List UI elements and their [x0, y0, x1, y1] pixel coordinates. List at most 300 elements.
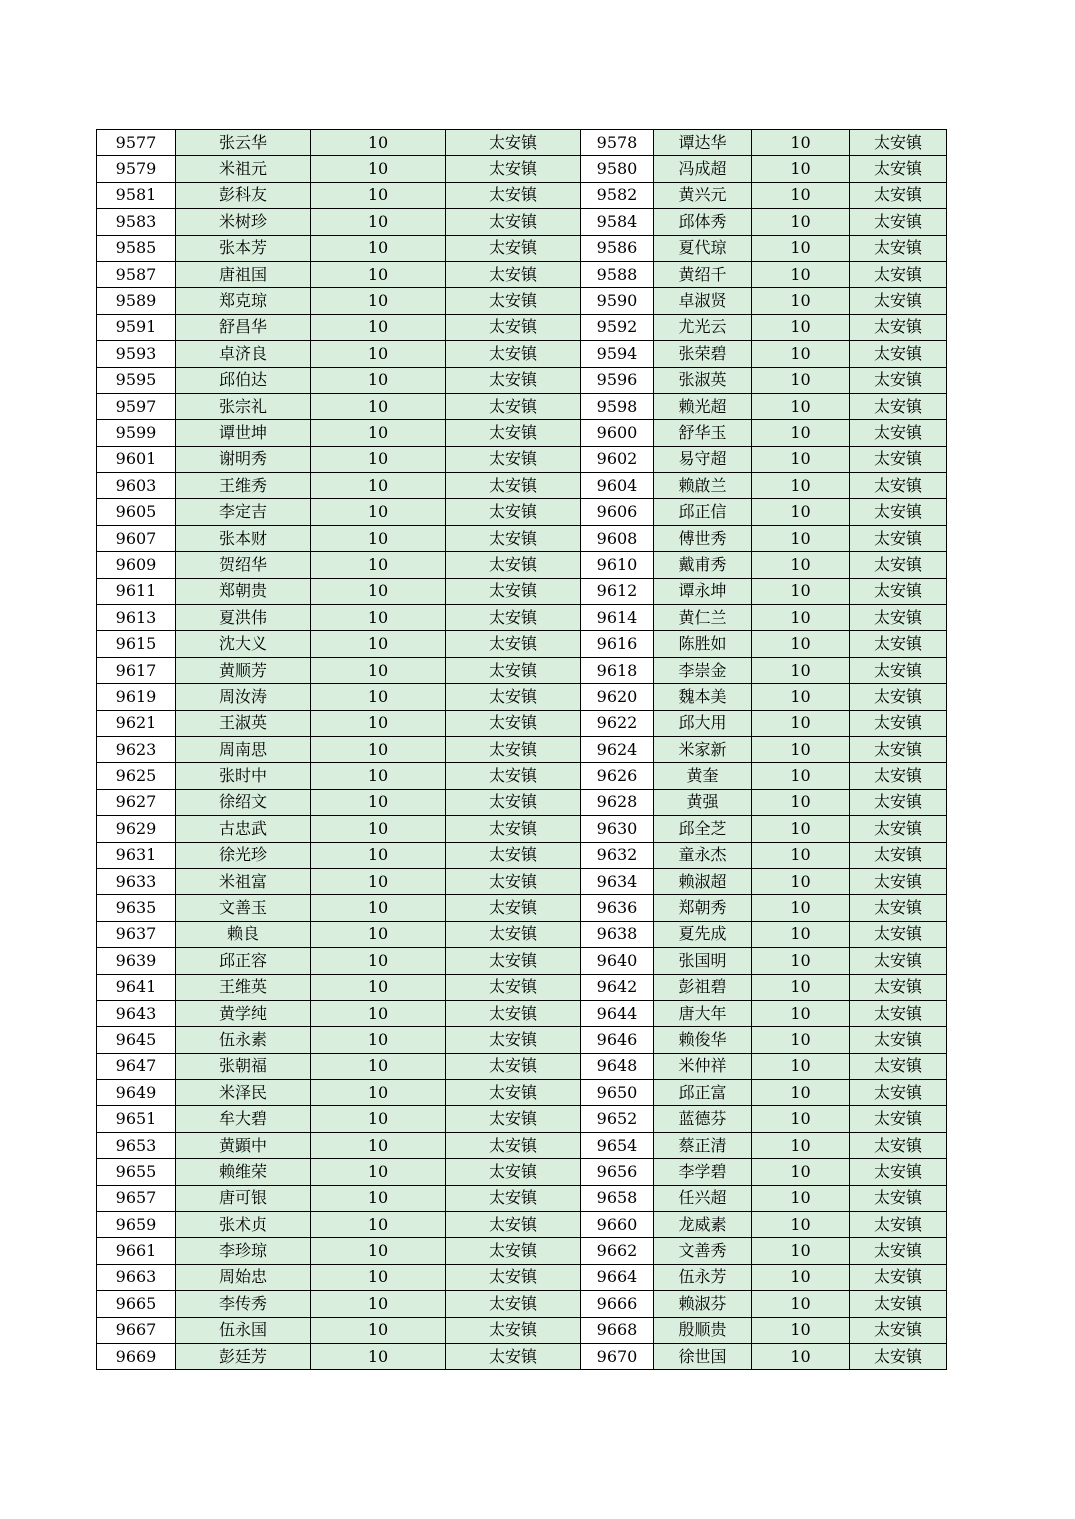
left-person-name-cell: 米祖富 — [176, 868, 311, 894]
left-amount-cell: 10 — [311, 657, 446, 683]
right-town-name-cell: 太安镇 — [850, 552, 947, 578]
right-person-name-cell: 卓淑贤 — [654, 288, 752, 314]
right-person-name-cell: 邱全芝 — [654, 816, 752, 842]
right-record-number-cell: 9620 — [581, 684, 654, 710]
left-record-number-cell: 9657 — [97, 1185, 176, 1211]
left-amount-cell: 10 — [311, 261, 446, 287]
left-town-name-cell: 太安镇 — [446, 1291, 581, 1317]
left-record-number-cell: 9595 — [97, 367, 176, 393]
right-amount-cell: 10 — [752, 130, 850, 156]
left-town-name-cell: 太安镇 — [446, 288, 581, 314]
table-row — [97, 1000, 947, 1026]
left-amount-cell: 10 — [311, 1238, 446, 1264]
right-amount-cell: 10 — [752, 288, 850, 314]
right-town-name-cell: 太安镇 — [850, 763, 947, 789]
right-town-name-cell: 太安镇 — [850, 842, 947, 868]
table-row — [97, 1291, 947, 1317]
right-record-number-cell: 9634 — [581, 868, 654, 894]
right-town-name-cell: 太安镇 — [850, 948, 947, 974]
right-record-number-cell: 9644 — [581, 1000, 654, 1026]
left-person-name-cell: 牟大碧 — [176, 1106, 311, 1132]
right-person-name-cell: 蔡正清 — [654, 1132, 752, 1158]
right-record-number-cell: 9580 — [581, 156, 654, 182]
left-person-name-cell: 黄学纯 — [176, 1000, 311, 1026]
right-record-number-cell: 9660 — [581, 1212, 654, 1238]
left-town-name-cell: 太安镇 — [446, 235, 581, 261]
right-person-name-cell: 彭祖碧 — [654, 974, 752, 1000]
table-row — [97, 1027, 947, 1053]
right-town-name-cell: 太安镇 — [850, 420, 947, 446]
left-amount-cell: 10 — [311, 446, 446, 472]
right-person-name-cell: 易守超 — [654, 446, 752, 472]
right-person-name-cell: 伍永芳 — [654, 1264, 752, 1290]
right-amount-cell: 10 — [752, 367, 850, 393]
left-person-name-cell: 黄顕中 — [176, 1132, 311, 1158]
left-person-name-cell: 古忠武 — [176, 816, 311, 842]
right-town-name-cell: 太安镇 — [850, 130, 947, 156]
right-town-name-cell: 太安镇 — [850, 261, 947, 287]
table-row — [97, 631, 947, 657]
left-record-number-cell: 9653 — [97, 1132, 176, 1158]
left-amount-cell: 10 — [311, 1317, 446, 1343]
table-row — [97, 261, 947, 287]
right-record-number-cell: 9656 — [581, 1159, 654, 1185]
right-amount-cell: 10 — [752, 1053, 850, 1079]
right-person-name-cell: 任兴超 — [654, 1185, 752, 1211]
right-record-number-cell: 9632 — [581, 842, 654, 868]
right-record-number-cell: 9646 — [581, 1027, 654, 1053]
left-amount-cell: 10 — [311, 209, 446, 235]
left-town-name-cell: 太安镇 — [446, 209, 581, 235]
right-amount-cell: 10 — [752, 1185, 850, 1211]
table-row — [97, 130, 947, 156]
right-town-name-cell: 太安镇 — [850, 1212, 947, 1238]
table-row — [97, 420, 947, 446]
right-amount-cell: 10 — [752, 1027, 850, 1053]
right-person-name-cell: 米家新 — [654, 736, 752, 762]
right-amount-cell: 10 — [752, 789, 850, 815]
left-record-number-cell: 9635 — [97, 895, 176, 921]
left-amount-cell: 10 — [311, 1027, 446, 1053]
left-town-name-cell: 太安镇 — [446, 525, 581, 551]
right-amount-cell: 10 — [752, 974, 850, 1000]
right-record-number-cell: 9640 — [581, 948, 654, 974]
right-record-number-cell: 9618 — [581, 657, 654, 683]
table-row — [97, 1053, 947, 1079]
left-record-number-cell: 9607 — [97, 525, 176, 551]
left-amount-cell: 10 — [311, 1053, 446, 1079]
left-record-number-cell: 9587 — [97, 261, 176, 287]
right-town-name-cell: 太安镇 — [850, 156, 947, 182]
right-person-name-cell: 赖淑芬 — [654, 1291, 752, 1317]
left-record-number-cell: 9605 — [97, 499, 176, 525]
left-person-name-cell: 沈大义 — [176, 631, 311, 657]
right-amount-cell: 10 — [752, 1212, 850, 1238]
left-town-name-cell: 太安镇 — [446, 578, 581, 604]
right-amount-cell: 10 — [752, 948, 850, 974]
table-row — [97, 868, 947, 894]
table-row — [97, 816, 947, 842]
table-row — [97, 789, 947, 815]
right-person-name-cell: 殷顺贵 — [654, 1317, 752, 1343]
left-amount-cell: 10 — [311, 1291, 446, 1317]
right-person-name-cell: 张淑英 — [654, 367, 752, 393]
left-record-number-cell: 9631 — [97, 842, 176, 868]
left-town-name-cell: 太安镇 — [446, 1264, 581, 1290]
left-person-name-cell: 文善玉 — [176, 895, 311, 921]
right-person-name-cell: 黄兴元 — [654, 182, 752, 208]
right-record-number-cell: 9616 — [581, 631, 654, 657]
left-person-name-cell: 舒昌华 — [176, 314, 311, 340]
right-person-name-cell: 文善秀 — [654, 1238, 752, 1264]
right-town-name-cell: 太安镇 — [850, 578, 947, 604]
left-record-number-cell: 9637 — [97, 921, 176, 947]
right-amount-cell: 10 — [752, 1291, 850, 1317]
right-record-number-cell: 9668 — [581, 1317, 654, 1343]
left-amount-cell: 10 — [311, 235, 446, 261]
left-person-name-cell: 张术贞 — [176, 1212, 311, 1238]
table-row — [97, 605, 947, 631]
left-record-number-cell: 9651 — [97, 1106, 176, 1132]
right-person-name-cell: 尤光云 — [654, 314, 752, 340]
left-amount-cell: 10 — [311, 288, 446, 314]
left-record-number-cell: 9619 — [97, 684, 176, 710]
right-person-name-cell: 邱正富 — [654, 1080, 752, 1106]
right-amount-cell: 10 — [752, 578, 850, 604]
right-amount-cell: 10 — [752, 921, 850, 947]
left-record-number-cell: 9599 — [97, 420, 176, 446]
right-amount-cell: 10 — [752, 341, 850, 367]
left-person-name-cell: 徐绍文 — [176, 789, 311, 815]
table-row — [97, 1317, 947, 1343]
right-person-name-cell: 赖啟兰 — [654, 473, 752, 499]
left-record-number-cell: 9609 — [97, 552, 176, 578]
right-person-name-cell: 邱大用 — [654, 710, 752, 736]
left-amount-cell: 10 — [311, 367, 446, 393]
right-amount-cell: 10 — [752, 763, 850, 789]
left-town-name-cell: 太安镇 — [446, 1000, 581, 1026]
right-record-number-cell: 9628 — [581, 789, 654, 815]
table-row — [97, 948, 947, 974]
left-town-name-cell: 太安镇 — [446, 499, 581, 525]
left-amount-cell: 10 — [311, 816, 446, 842]
left-person-name-cell: 米祖元 — [176, 156, 311, 182]
right-town-name-cell: 太安镇 — [850, 288, 947, 314]
left-person-name-cell: 伍永素 — [176, 1027, 311, 1053]
left-record-number-cell: 9593 — [97, 341, 176, 367]
table-row — [97, 1132, 947, 1158]
left-town-name-cell: 太安镇 — [446, 605, 581, 631]
left-record-number-cell: 9649 — [97, 1080, 176, 1106]
left-person-name-cell: 张时中 — [176, 763, 311, 789]
right-town-name-cell: 太安镇 — [850, 631, 947, 657]
right-record-number-cell: 9642 — [581, 974, 654, 1000]
left-town-name-cell: 太安镇 — [446, 816, 581, 842]
right-amount-cell: 10 — [752, 1106, 850, 1132]
table-row — [97, 578, 947, 604]
left-record-number-cell: 9661 — [97, 1238, 176, 1264]
right-amount-cell: 10 — [752, 1317, 850, 1343]
roster-table — [96, 129, 947, 1370]
left-record-number-cell: 9667 — [97, 1317, 176, 1343]
right-record-number-cell: 9586 — [581, 235, 654, 261]
left-town-name-cell: 太安镇 — [446, 130, 581, 156]
right-record-number-cell: 9604 — [581, 473, 654, 499]
right-amount-cell: 10 — [752, 631, 850, 657]
right-town-name-cell: 太安镇 — [850, 789, 947, 815]
left-person-name-cell: 张本芳 — [176, 235, 311, 261]
left-person-name-cell: 徐光珍 — [176, 842, 311, 868]
right-person-name-cell: 郑朝秀 — [654, 895, 752, 921]
left-amount-cell: 10 — [311, 1000, 446, 1026]
right-town-name-cell: 太安镇 — [850, 1053, 947, 1079]
left-record-number-cell: 9579 — [97, 156, 176, 182]
left-amount-cell: 10 — [311, 393, 446, 419]
right-record-number-cell: 9606 — [581, 499, 654, 525]
left-amount-cell: 10 — [311, 710, 446, 736]
left-record-number-cell: 9591 — [97, 314, 176, 340]
left-amount-cell: 10 — [311, 1106, 446, 1132]
table-row — [97, 446, 947, 472]
right-amount-cell: 10 — [752, 1343, 850, 1369]
left-amount-cell: 10 — [311, 631, 446, 657]
left-person-name-cell: 张宗礼 — [176, 393, 311, 419]
right-town-name-cell: 太安镇 — [850, 393, 947, 419]
left-amount-cell: 10 — [311, 1264, 446, 1290]
left-person-name-cell: 彭科友 — [176, 182, 311, 208]
left-amount-cell: 10 — [311, 868, 446, 894]
left-amount-cell: 10 — [311, 605, 446, 631]
right-record-number-cell: 9578 — [581, 130, 654, 156]
left-person-name-cell: 邱正容 — [176, 948, 311, 974]
right-town-name-cell: 太安镇 — [850, 605, 947, 631]
left-town-name-cell: 太安镇 — [446, 763, 581, 789]
right-person-name-cell: 舒华玉 — [654, 420, 752, 446]
left-person-name-cell: 李定吉 — [176, 499, 311, 525]
right-record-number-cell: 9670 — [581, 1343, 654, 1369]
right-amount-cell: 10 — [752, 156, 850, 182]
table-row — [97, 288, 947, 314]
left-town-name-cell: 太安镇 — [446, 1053, 581, 1079]
left-amount-cell: 10 — [311, 1080, 446, 1106]
left-amount-cell: 10 — [311, 473, 446, 499]
right-amount-cell: 10 — [752, 525, 850, 551]
left-town-name-cell: 太安镇 — [446, 921, 581, 947]
right-person-name-cell: 童永杰 — [654, 842, 752, 868]
left-person-name-cell: 张本财 — [176, 525, 311, 551]
right-record-number-cell: 9666 — [581, 1291, 654, 1317]
table-row — [97, 921, 947, 947]
left-town-name-cell: 太安镇 — [446, 314, 581, 340]
left-town-name-cell: 太安镇 — [446, 1185, 581, 1211]
left-town-name-cell: 太安镇 — [446, 789, 581, 815]
left-person-name-cell: 米树珍 — [176, 209, 311, 235]
left-person-name-cell: 王维秀 — [176, 473, 311, 499]
right-town-name-cell: 太安镇 — [850, 868, 947, 894]
right-town-name-cell: 太安镇 — [850, 525, 947, 551]
left-amount-cell: 10 — [311, 684, 446, 710]
left-record-number-cell: 9611 — [97, 578, 176, 604]
right-record-number-cell: 9638 — [581, 921, 654, 947]
right-amount-cell: 10 — [752, 605, 850, 631]
left-record-number-cell: 9623 — [97, 736, 176, 762]
right-town-name-cell: 太安镇 — [850, 1264, 947, 1290]
right-amount-cell: 10 — [752, 710, 850, 736]
left-person-name-cell: 唐可银 — [176, 1185, 311, 1211]
right-town-name-cell: 太安镇 — [850, 1343, 947, 1369]
right-town-name-cell: 太安镇 — [850, 209, 947, 235]
right-person-name-cell: 谭达华 — [654, 130, 752, 156]
left-record-number-cell: 9603 — [97, 473, 176, 499]
right-town-name-cell: 太安镇 — [850, 1238, 947, 1264]
left-person-name-cell: 贺绍华 — [176, 552, 311, 578]
right-amount-cell: 10 — [752, 868, 850, 894]
right-record-number-cell: 9614 — [581, 605, 654, 631]
table-row — [97, 1185, 947, 1211]
right-amount-cell: 10 — [752, 684, 850, 710]
left-person-name-cell: 张云华 — [176, 130, 311, 156]
left-person-name-cell: 周南思 — [176, 736, 311, 762]
right-record-number-cell: 9608 — [581, 525, 654, 551]
right-record-number-cell: 9584 — [581, 209, 654, 235]
left-record-number-cell: 9659 — [97, 1212, 176, 1238]
table-row — [97, 1212, 947, 1238]
right-town-name-cell: 太安镇 — [850, 1106, 947, 1132]
left-record-number-cell: 9647 — [97, 1053, 176, 1079]
left-town-name-cell: 太安镇 — [446, 710, 581, 736]
left-person-name-cell: 张朝福 — [176, 1053, 311, 1079]
left-record-number-cell: 9589 — [97, 288, 176, 314]
right-amount-cell: 10 — [752, 895, 850, 921]
left-amount-cell: 10 — [311, 552, 446, 578]
left-person-name-cell: 伍永国 — [176, 1317, 311, 1343]
left-town-name-cell: 太安镇 — [446, 948, 581, 974]
right-town-name-cell: 太安镇 — [850, 1291, 947, 1317]
left-record-number-cell: 9627 — [97, 789, 176, 815]
right-amount-cell: 10 — [752, 473, 850, 499]
left-person-name-cell: 赖良 — [176, 921, 311, 947]
right-amount-cell: 10 — [752, 499, 850, 525]
right-amount-cell: 10 — [752, 1159, 850, 1185]
table-row — [97, 499, 947, 525]
right-record-number-cell: 9602 — [581, 446, 654, 472]
left-record-number-cell: 9641 — [97, 974, 176, 1000]
right-record-number-cell: 9588 — [581, 261, 654, 287]
right-town-name-cell: 太安镇 — [850, 895, 947, 921]
right-person-name-cell: 赖俊华 — [654, 1027, 752, 1053]
left-person-name-cell: 邱伯达 — [176, 367, 311, 393]
right-town-name-cell: 太安镇 — [850, 1317, 947, 1343]
table-row — [97, 156, 947, 182]
right-amount-cell: 10 — [752, 420, 850, 446]
left-amount-cell: 10 — [311, 314, 446, 340]
table-row — [97, 314, 947, 340]
right-town-name-cell: 太安镇 — [850, 974, 947, 1000]
right-record-number-cell: 9590 — [581, 288, 654, 314]
left-amount-cell: 10 — [311, 1159, 446, 1185]
right-town-name-cell: 太安镇 — [850, 473, 947, 499]
left-person-name-cell: 谭世坤 — [176, 420, 311, 446]
right-person-name-cell: 唐大年 — [654, 1000, 752, 1026]
right-amount-cell: 10 — [752, 261, 850, 287]
left-town-name-cell: 太安镇 — [446, 1027, 581, 1053]
left-amount-cell: 10 — [311, 921, 446, 947]
right-town-name-cell: 太安镇 — [850, 736, 947, 762]
left-record-number-cell: 9643 — [97, 1000, 176, 1026]
left-person-name-cell: 李传秀 — [176, 1291, 311, 1317]
left-record-number-cell: 9645 — [97, 1027, 176, 1053]
right-town-name-cell: 太安镇 — [850, 816, 947, 842]
left-amount-cell: 10 — [311, 1132, 446, 1158]
roster-table-body — [97, 130, 947, 1370]
left-town-name-cell: 太安镇 — [446, 868, 581, 894]
right-record-number-cell: 9612 — [581, 578, 654, 604]
left-record-number-cell: 9633 — [97, 868, 176, 894]
right-amount-cell: 10 — [752, 816, 850, 842]
left-record-number-cell: 9617 — [97, 657, 176, 683]
right-record-number-cell: 9662 — [581, 1238, 654, 1264]
table-row — [97, 1159, 947, 1185]
right-amount-cell: 10 — [752, 1238, 850, 1264]
left-town-name-cell: 太安镇 — [446, 473, 581, 499]
right-person-name-cell: 邱正信 — [654, 499, 752, 525]
left-record-number-cell: 9583 — [97, 209, 176, 235]
right-town-name-cell: 太安镇 — [850, 1159, 947, 1185]
right-town-name-cell: 太安镇 — [850, 182, 947, 208]
left-town-name-cell: 太安镇 — [446, 261, 581, 287]
right-amount-cell: 10 — [752, 657, 850, 683]
left-town-name-cell: 太安镇 — [446, 341, 581, 367]
right-town-name-cell: 太安镇 — [850, 235, 947, 261]
right-amount-cell: 10 — [752, 209, 850, 235]
right-record-number-cell: 9600 — [581, 420, 654, 446]
table-row — [97, 736, 947, 762]
left-amount-cell: 10 — [311, 789, 446, 815]
left-record-number-cell: 9663 — [97, 1264, 176, 1290]
left-town-name-cell: 太安镇 — [446, 446, 581, 472]
right-record-number-cell: 9652 — [581, 1106, 654, 1132]
left-town-name-cell: 太安镇 — [446, 895, 581, 921]
left-town-name-cell: 太安镇 — [446, 736, 581, 762]
left-amount-cell: 10 — [311, 1185, 446, 1211]
right-amount-cell: 10 — [752, 182, 850, 208]
left-town-name-cell: 太安镇 — [446, 156, 581, 182]
right-town-name-cell: 太安镇 — [850, 314, 947, 340]
left-record-number-cell: 9621 — [97, 710, 176, 736]
left-town-name-cell: 太安镇 — [446, 552, 581, 578]
left-person-name-cell: 李珍琼 — [176, 1238, 311, 1264]
table-row — [97, 552, 947, 578]
right-person-name-cell: 傅世秀 — [654, 525, 752, 551]
right-person-name-cell: 夏先成 — [654, 921, 752, 947]
left-record-number-cell: 9615 — [97, 631, 176, 657]
right-amount-cell: 10 — [752, 842, 850, 868]
right-amount-cell: 10 — [752, 1132, 850, 1158]
right-person-name-cell: 张国明 — [654, 948, 752, 974]
table-row — [97, 393, 947, 419]
right-person-name-cell: 张荣碧 — [654, 341, 752, 367]
left-person-name-cell: 郑克琼 — [176, 288, 311, 314]
left-record-number-cell: 9625 — [97, 763, 176, 789]
right-record-number-cell: 9636 — [581, 895, 654, 921]
left-amount-cell: 10 — [311, 948, 446, 974]
right-person-name-cell: 谭永坤 — [654, 578, 752, 604]
left-amount-cell: 10 — [311, 763, 446, 789]
right-town-name-cell: 太安镇 — [850, 710, 947, 736]
right-town-name-cell: 太安镇 — [850, 684, 947, 710]
table-row — [97, 842, 947, 868]
right-amount-cell: 10 — [752, 314, 850, 340]
